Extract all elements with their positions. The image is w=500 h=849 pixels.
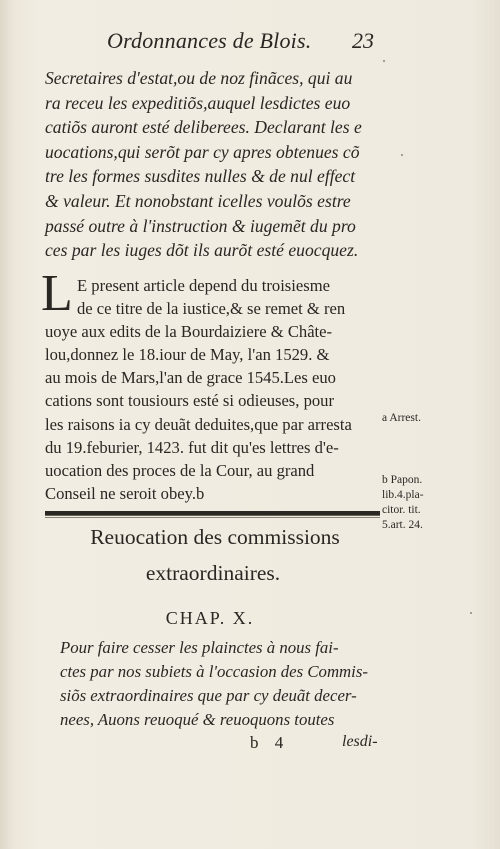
text-line: Secretaires d'estat,ou de noz finãces, qui au (45, 68, 353, 88)
catchword: lesdi- (342, 733, 378, 750)
margin-note-line: citor. tit. (382, 504, 421, 516)
text-line: uocation des proces de la Cour, au grand (45, 460, 315, 480)
text-line: au mois de Mars,l'an de grace 1545.Les euo (45, 368, 336, 388)
section-rule (45, 511, 380, 516)
text-line: Conseil ne seroit obey.b (45, 483, 205, 503)
page-header (0, 28, 500, 62)
margin-note-line: lib.4.pla- (382, 489, 424, 501)
text-line: ctes par nos subiets à l'occasion des Commis- (60, 662, 368, 681)
chapter-number: CHAP. X. (165, 608, 255, 628)
text-line: du 19.feburier, 1423. fut dit qu'es lettres d'e- (45, 437, 339, 457)
text-line: lou,donnez le 18.iour de May, l'an 1529. & (45, 345, 330, 365)
text-line: les raisons ia cy deuãt deduites,que par arresta (45, 414, 352, 434)
signature-mark: b 4 (250, 733, 290, 752)
margin-note-a: a Arrest. (382, 412, 421, 424)
ink-speck (401, 154, 403, 156)
ordinance-continuation (45, 66, 385, 263)
commentary-paragraph (45, 274, 390, 505)
text-line: uoye aux edits de la Bourdaiziere & Châte- (45, 322, 333, 342)
ink-speck (470, 612, 472, 614)
ink-speck (383, 60, 385, 62)
chapter-title-line: Reuocation des commissions (90, 525, 340, 549)
text-line: E present article depend du troisiesme (77, 276, 330, 295)
chapter-summary (60, 636, 390, 732)
text-line: de ce titre de la iustice,& se remet & ren (77, 299, 346, 319)
text-line: nees, Auons reuoqué & reuoquons toutes (60, 710, 335, 729)
chapter-title-line: extraordinaires. (145, 561, 281, 585)
chapter-title (0, 521, 420, 589)
drop-cap: L (41, 265, 73, 322)
text-line: cations sont tousiours esté si odieuses, pour (45, 391, 334, 411)
margin-note-line: 5.art. 24. (382, 519, 423, 531)
text-line: ra receu les expeditiõs,auquel lesdictes euo (45, 92, 351, 113)
text-line: tre les formes susdites nulles & de nul effect (45, 166, 356, 187)
text-line: Pour faire cesser les plainctes à nous fai- (60, 638, 339, 657)
section-rule-thin (45, 517, 380, 518)
text-line: siõs extraordinaires que par cy deuãt decer- (60, 686, 357, 705)
text-line: & valeur. Et nonobstant icelles voulõs estre (45, 190, 351, 211)
text-line: uocations,qui serõt par cy apres obtenues cõ (45, 141, 360, 162)
text-line: passé outre à l'instruction & iugemẽt du pro (45, 215, 356, 236)
text-line: catiõs auront esté deliberees. Declarant les e (45, 117, 362, 138)
running-title: Ordonnances de Blois. (107, 28, 312, 53)
text-line: ces par les iuges dõt ils aurõt esté euocquez. (45, 240, 359, 261)
page-number: 23 (352, 28, 374, 53)
margin-note-line: b Papon. (382, 474, 423, 486)
